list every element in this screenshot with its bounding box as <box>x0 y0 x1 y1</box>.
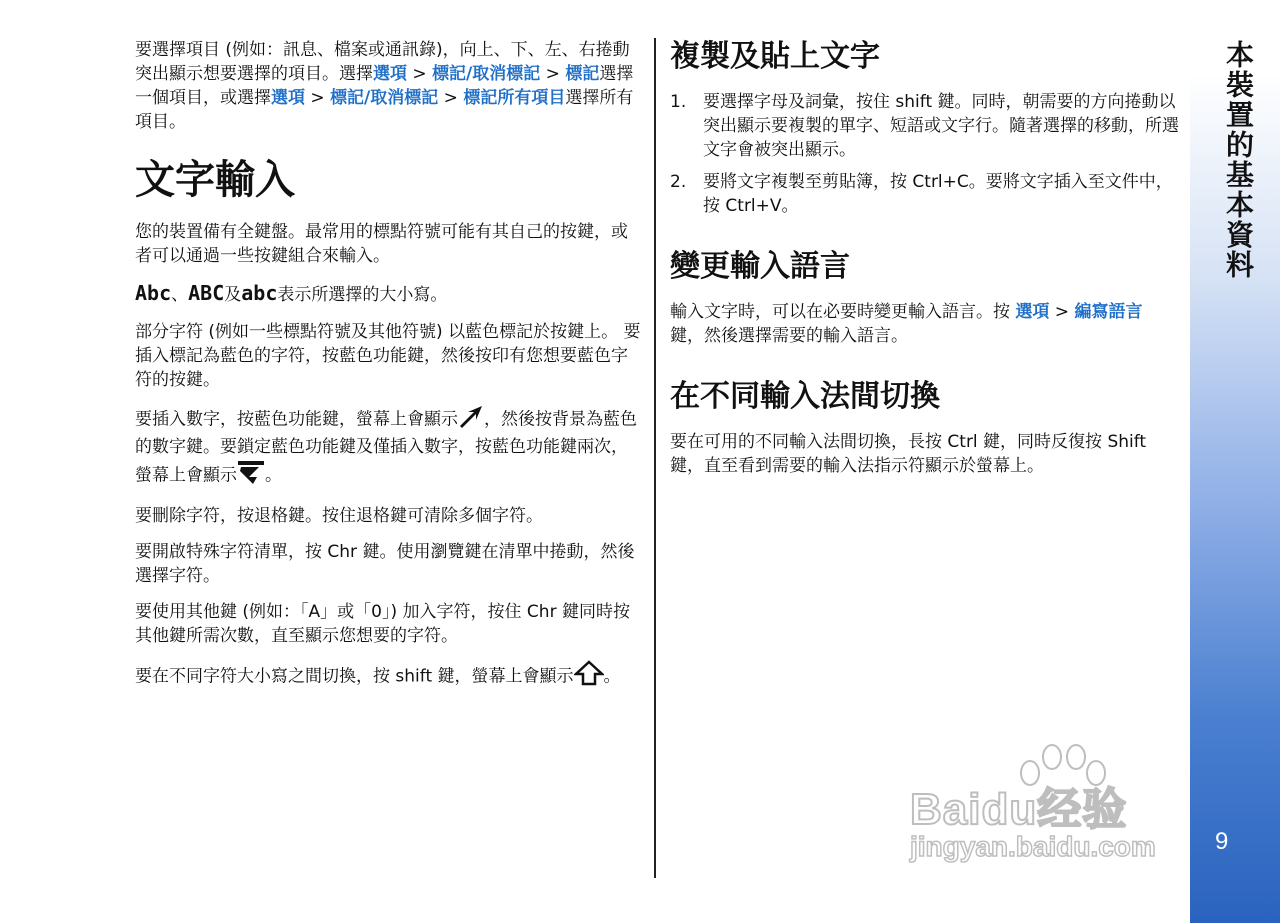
paragraph-chr-keys: 要使用其他鍵 (例如：「A」或「0」) 加入字符，按住 Chr 鍵同時按其他鍵所需次數，直至顯示您想要的字符。 <box>135 602 630 646</box>
numbers-text-3: 。 <box>265 465 282 486</box>
case-sample-uppercase: ABC <box>188 281 225 305</box>
separator: > <box>1049 302 1075 322</box>
section-heading-switch-input: 在不同輸入法間切換 <box>670 379 940 414</box>
intro-text-3: 選擇所有項目。 <box>135 88 634 132</box>
lang-text-1: 輸入文字時，可以在必要時變更輸入語言。按 <box>670 302 1016 322</box>
intro-paragraph <box>135 38 641 134</box>
shift-text-2: 。 <box>603 666 621 687</box>
separator: > <box>407 64 433 84</box>
step-number: 1. <box>670 92 687 112</box>
link-mark-unmark-1[interactable]: 標記/取消標記 <box>432 64 541 84</box>
intro-text-1: 要選擇項目 (例如：訊息、檔案或通訊錄)，向上、下、左、右捲動突出顯示想要選擇的項目。選擇 <box>135 40 630 84</box>
paragraph-keyboard: 您的裝置備有全鍵盤。最常用的標點符號可能有其自己的按鍵，或者可以通過一些按鍵組合來輸入。 <box>135 222 628 266</box>
section-heading-input-language: 變更輸入語言 <box>670 249 850 284</box>
copy-paste-steps <box>670 90 1180 218</box>
separator: > <box>540 64 566 84</box>
separator: 、 <box>171 285 189 305</box>
intro-text-2: 選擇一個項目，或選擇 <box>135 64 634 108</box>
paragraph-switch-input: 要在可用的不同輸入法間切換，長按 Ctrl 鍵，同時反復按 Shift 鍵，直至看到需要的輸入法指示符顯示於螢幕上。 <box>670 432 1147 476</box>
link-mark-unmark-2[interactable]: 標記/取消標記 <box>330 88 439 108</box>
lang-text-2: 鍵，然後選擇需要的輸入語言。 <box>670 326 908 346</box>
separator: > <box>305 88 331 108</box>
shift-text-1: 要在不同字符大小寫之間切換，按 shift 鍵，螢幕上會顯示 <box>135 666 574 687</box>
link-mark[interactable]: 標記 <box>565 64 600 84</box>
blue-function-lock-icon <box>237 459 265 492</box>
step-number: 2. <box>670 172 687 192</box>
shift-arrow-icon <box>574 660 604 693</box>
watermark-url: jingyan.baidu.com <box>910 831 1156 862</box>
link-options-3[interactable]: 選項 <box>1015 302 1050 322</box>
separator: > <box>438 88 464 108</box>
case-sample-lowercase: abc <box>241 281 278 305</box>
link-mark-all[interactable]: 標記所有項目 <box>463 88 566 108</box>
watermark-logo: Baidu经验 <box>910 785 1128 834</box>
separator: 及 <box>224 285 242 305</box>
right-column <box>670 38 1180 490</box>
paragraph-shift <box>135 660 641 693</box>
step-text: 要將文字複製至剪貼簿，按 Ctrl+C。要將文字插入至文件中，按 Ctrl+V。 <box>703 172 1173 216</box>
list-item <box>670 170 1180 218</box>
numbers-text-1: 要插入數字，按藍色功能鍵，螢幕上會顯示 <box>135 409 458 430</box>
paragraph-chr-list: 要開啟特殊字符清單，按 Chr 鍵。使用瀏覽鍵在清單中捲動，然後選擇字符。 <box>135 542 635 586</box>
case-indicator-line <box>135 280 641 308</box>
link-options-1[interactable]: 選項 <box>373 64 407 84</box>
list-item <box>670 90 1180 162</box>
left-column <box>135 38 641 705</box>
link-writing-language[interactable]: 編寫語言 <box>1074 302 1143 322</box>
paragraph-numbers <box>135 404 641 492</box>
case-sample-capitalized: Abc <box>135 281 172 305</box>
case-line-text: 表示所選擇的大小寫。 <box>277 285 448 305</box>
baidu-watermark <box>905 735 1205 875</box>
section-heading-copy-paste: 複製及貼上文字 <box>670 39 880 74</box>
column-divider <box>654 38 656 878</box>
page-number: 9 <box>1215 828 1229 855</box>
blue-function-arrow-icon <box>458 404 484 435</box>
numbers-text-2: ，然後按背景為藍色的數字鍵。要鎖定藍色功能鍵及僅插入數字，按藍色功能鍵兩次，螢幕上會顯示 <box>135 409 637 486</box>
paragraph-input-language <box>670 300 1180 348</box>
step-text: 要選擇字母及詞彙，按住 shift 鍵。同時，朝需要的方向捲動以突出顯示要複製的單字、短語或文字行。隨著選擇的移動，所選文字會被突出顯示。 <box>703 92 1179 160</box>
link-options-2[interactable]: 選項 <box>271 88 305 108</box>
paragraph-blue-chars: 部分字符 (例如一些標點符號及其他符號) 以藍色標記於按鍵上。 要插入標記為藍色的字符，按藍色功能鍵，然後按印有您想要藍色字符的按鍵。 <box>135 322 641 390</box>
chapter-title: 本裝置的基本資料 <box>1222 40 1255 280</box>
paragraph-delete: 要刪除字符，按退格鍵。按住退格鍵可清除多個字符。 <box>135 506 543 526</box>
section-heading-text-input: 文字輸入 <box>135 157 295 203</box>
